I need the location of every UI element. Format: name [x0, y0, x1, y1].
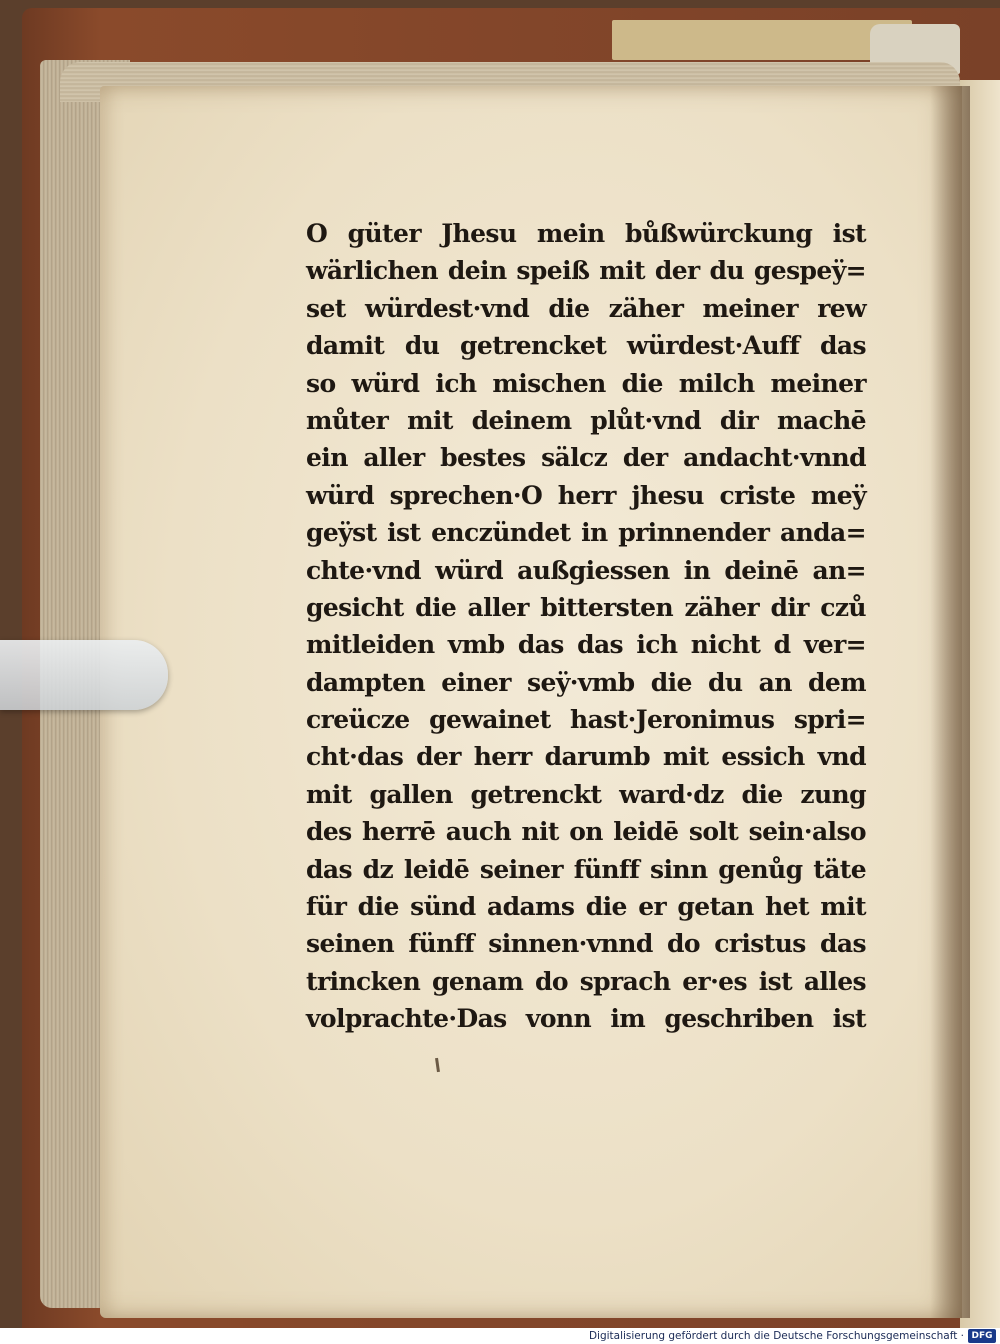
text-line: damit du getrencket würdest·Auff das — [306, 331, 866, 361]
text-line: mitleiden vmb das das ich nicht d ver= — [306, 630, 866, 660]
text-line: dampten einer seÿ·vmb die du an dem — [306, 667, 866, 697]
text-line: chte·vnd würd außgiessen in deinē an= — [306, 555, 866, 585]
text-line: mit gallen getrenckt ward·dz die zung — [306, 779, 866, 809]
footer-bar — [0, 1328, 1000, 1344]
text-line: volprachte·Das vonn im geschriben ist — [306, 1004, 866, 1034]
text-line: geÿst ist enczündet in prinnender anda= — [306, 518, 866, 548]
text-line: O güter Jhesu mein bůßwürckung ist — [306, 219, 866, 248]
page-marker-strip — [0, 640, 168, 710]
text-line: ein aller bestes sälcz der andacht·vnnd — [306, 443, 866, 473]
text-line: so würd ich mischen die milch meiner — [306, 368, 866, 398]
text-line: cht·das der herr darumb mit essich vnd — [306, 742, 866, 772]
text-line: set würdest·vnd die zäher meiner rew — [306, 293, 866, 323]
text-line: seinen fünff sinnen·vnnd do cristus das — [306, 929, 866, 959]
text-line: für die sünd adams die er getan het mit — [306, 892, 866, 922]
text-line: des herrē auch nit on leidē solt sein·also — [306, 817, 866, 847]
text-line: můter mit deinem plůt·vnd dir machē — [306, 405, 866, 435]
text-line: wärlichen dein speiß mit der du gespeÿ= — [306, 256, 866, 286]
page-text-block — [306, 215, 866, 1038]
dfg-logo: DFG — [968, 1329, 996, 1343]
text-line: würd sprechen·O herr jhesu criste meÿ — [306, 480, 866, 510]
text-line: gesicht die aller bittersten zäher dir czů — [306, 592, 866, 622]
text-line: das dz leidē seiner fünff sinn genůg täte — [306, 854, 866, 884]
footer-credit: Digitalisierung gefördert durch die Deutsche Forschungsgemeinschaft · — [588, 1330, 964, 1342]
cover-worn-area — [612, 20, 912, 60]
text-line: creücze gewainet hast·Jeronimus spri= — [306, 705, 866, 735]
spine-shadow — [930, 86, 970, 1318]
text-line: trincken genam do sprach er·es ist alles — [306, 966, 866, 996]
